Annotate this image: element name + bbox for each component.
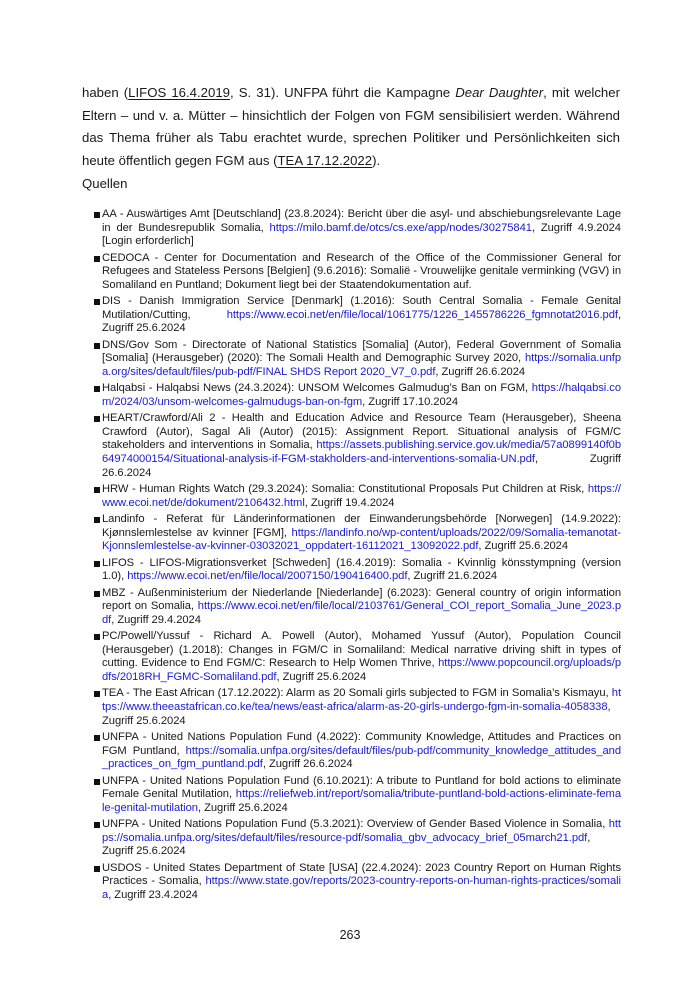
reference-item	[82, 630, 621, 684]
reference-access-date: , Zugriff 25.6.2024	[102, 308, 621, 335]
bullet-icon	[94, 416, 100, 422]
bullet-icon	[94, 343, 100, 349]
reference-item	[82, 557, 621, 584]
bullet-icon	[94, 386, 100, 392]
reference-text: HRW - Human Rights Watch (29.3.2024): Somalia: Constitutional Proposals Put Children at Risk,	[102, 483, 588, 496]
reference-access-date: , Zugriff 4.9.2024 [Login erforderlich]	[102, 221, 621, 248]
reference-text: DIS - Danish Immigration Service [Denmark] (1.2016): South Central Somalia - Female Genital Mutilation/Cutting,	[102, 295, 621, 321]
reference-url-link[interactable]: https://www.popcouncil.org/uploads/pdfs/2018RH_FGMC-Somaliland.pdf	[102, 657, 621, 683]
reference-url-link[interactable]: https://assets.publishing.service.gov.uk/media/57a0899140f0b64974000154/Situational-analysis-if-FGM-stakholders-and-interventions-somalia-UN.pdf	[102, 439, 621, 466]
reference-access-date: , Zugriff 25.6.2024	[102, 700, 611, 727]
reference-text: CEDOCA - Center for Documentation and Research of the Office of the Commissioner General for Refugees and Stateless Persons [Belgien] (9.6.2016): Somalië - Vrouwelijke genitale verminking (VGV) in Somaliland en Puntland; Dokument liegt bei der Staatendokumentation auf.	[102, 251, 621, 291]
reference-text: USDOS - United States Department of State [USA] (22.4.2024): 2023 Country Report on Human Rights Practices - Somalia,	[102, 861, 621, 888]
reference-item	[82, 339, 621, 380]
reference-text: HEART/Crawford/Ali 2 - Health and Education Advice and Resource Team (Herausgeber), Sheena Crawford (Autor), Sagal Ali (Autor) (2015): Assignment Report. Situational analysis of FGM/C stakeholders and interventions in Somalia,	[102, 412, 621, 452]
reference-item	[82, 862, 621, 903]
reference-text: Landinfo - Referat für Länderinformationen der Einwanderungsbehörde [Norwegen] (14.9.2022): Kjønnslemlestelse av kvinner [FGM],	[102, 513, 621, 539]
sources-heading: Quellen	[82, 176, 128, 191]
bullet-icon	[94, 517, 100, 523]
bullet-icon	[94, 256, 100, 262]
reference-text: Halqabsi - Halqabsi News (24.3.2024): UNSOM Welcomes Galmudug’s Ban on FGM,	[102, 382, 532, 395]
reference-access-date: , Zugriff 21.6.2024	[407, 570, 498, 583]
reference-access-date: , Zugriff 17.10.2024	[362, 395, 458, 408]
reference-access-date: , Zugriff 25.6.2024	[276, 670, 367, 683]
reference-item	[82, 382, 621, 409]
reference-item	[82, 731, 621, 772]
bullet-icon	[94, 591, 100, 597]
bullet-icon	[94, 822, 100, 828]
reference-item	[82, 295, 621, 336]
paragraph-text-2: , S. 31). UNFPA führt die Kampagne	[230, 85, 456, 100]
reference-item	[82, 818, 621, 859]
reference-url-link[interactable]: https://www.ecoi.net/en/file/local/2007150/190416400.pdf	[127, 570, 408, 583]
reference-access-date: , Zugriff 19.4.2024	[304, 496, 395, 509]
reference-url-link[interactable]: https://www.state.gov/reports/2023-country-reports-on-human-rights-practices/somalia	[102, 875, 621, 901]
reference-url-link[interactable]: https://milo.bamf.de/otcs/cs.exe/app/nodes/30275841	[269, 221, 532, 234]
reference-item	[82, 587, 621, 628]
reference-item	[82, 252, 621, 293]
reference-item	[82, 208, 621, 249]
bullet-icon	[94, 487, 100, 493]
paragraph-text-3: , mit welcher Eltern – und v. a. Mütter – hinsichtlich der Folgen von FGM sensibilisiert werden. Während das Thema früher als Tabu erachtet wurde, sprechen Politiker und Persönlichkeiten sich heute öffentlich gegen FGM aus (	[82, 85, 620, 168]
bullet-icon	[94, 634, 100, 640]
bullet-icon	[94, 735, 100, 741]
reference-text: UNFPA - United Nations Population Fund (4.2022): Community Knowledge, Attitudes and Practices on FGM Puntland,	[102, 730, 621, 757]
citation-link-tea[interactable]: TEA 17.12.2022	[277, 152, 373, 168]
reference-url-link[interactable]: https://reliefweb.int/report/somalia/tribute-puntland-bold-actions-eliminate-female-genital-mutilation	[102, 788, 621, 814]
reference-access-date: , Zugriff 25.6.2024	[102, 831, 591, 858]
reference-text: TEA - The East African (17.12.2022): Alarm as 20 Somali girls subjected to FGM in Somalia’s Kismayu,	[102, 687, 612, 700]
campaign-name: Dear Daughter	[455, 85, 544, 100]
bullet-icon	[94, 299, 100, 305]
bullet-icon	[94, 212, 100, 218]
reference-list	[82, 208, 621, 905]
reference-text: DNS/Gov Som - Directorate of National Statistics [Somalia] (Autor), Federal Government of Somalia [Somalia] (Herausgeber) (2020): The Somali Health and Demographic Survey 2020,	[102, 338, 621, 365]
reference-item	[82, 513, 621, 554]
reference-url-link[interactable]: https://www.ecoi.net/en/file/local/2103761/General_COI_report_Somalia_June_2023.pdf	[102, 600, 621, 626]
reference-url-link[interactable]: https://www.ecoi.net/en/file/local/1061775/1226_1455786226_fgmnotat2016.pdf	[226, 308, 618, 321]
reference-url-link[interactable]: https://halqabsi.com/2024/03/unsom-welcomes-galmudugs-ban-on-fgm	[102, 382, 621, 408]
reference-url-link[interactable]: https://somalia.unfpa.org/sites/default/files/pub-pdf/community_knowledge_attitudes_and_practices_on_fgm_puntland.pdf	[102, 744, 621, 771]
citation-link-lifos[interactable]: LIFOS 16.4.2019	[128, 85, 231, 100]
body-paragraph	[82, 82, 620, 172]
reference-access-date: , Zugriff 26.6.2024	[102, 453, 621, 479]
reference-text: AA - Auswärtiges Amt [Deutschland] (23.8.2024): Bericht über die asyl- und abschiebungsrelevante Lage in der Bundesrepublik Somalia,	[102, 208, 621, 234]
reference-item	[82, 775, 621, 816]
page-number: 263	[339, 928, 361, 942]
reference-text: MBZ - Außenministerium der Niederlande [Niederlande] (6.2023): General country of origin information report on Somalia,	[102, 586, 621, 613]
reference-url-link[interactable]: https://somalia.unfpa.org/sites/default/files/resource-pdf/somalia_gbv_advocacy_brief_05march21.pdf	[102, 818, 621, 844]
reference-access-date: , Zugriff 23.4.2024	[108, 888, 198, 901]
reference-item	[82, 412, 621, 480]
reference-access-date: , Zugriff 25.6.2024	[197, 801, 288, 814]
reference-url-link[interactable]: https://landinfo.no/wp-content/uploads/2022/09/Somalia-temanotat-Kjonnslemlestelse-av-kvinner-03032021_oppdatert-16112021_13092022.pdf	[102, 526, 621, 553]
reference-text: PC/Powell/Yussuf - Richard A. Powell (Autor), Mohamed Yussuf (Autor), Population Council (Herausgeber) (1.2018): Changes in FGM/C in Somaliland: Medical narrative driving shift in types of cutting. Evidence to End FGM/C: Research to Help Women Thrive,	[102, 630, 621, 670]
paragraph-text-1: haben (	[82, 85, 129, 100]
reference-access-date: , Zugriff 29.4.2024	[111, 613, 201, 626]
reference-item	[82, 483, 621, 510]
reference-text: LIFOS - LIFOS-Migrationsverket [Schweden] (16.4.2019): Somalia - Kvinnlig könsstympning (version 1.0),	[102, 556, 621, 583]
reference-text: UNFPA - United Nations Population Fund (5.3.2021): Overview of Gender Based Violence in Somalia,	[102, 818, 609, 831]
bullet-icon	[94, 691, 100, 697]
bullet-icon	[94, 561, 100, 567]
reference-access-date: , Zugriff 25.6.2024	[478, 540, 569, 553]
reference-access-date: , Zugriff 26.6.2024	[435, 365, 526, 378]
reference-url-link[interactable]: https://www.theeastafrican.co.ke/tea/news/east-africa/alarm-as-20-girls-undergo-fgm-in-somalia-4058338	[102, 687, 621, 713]
reference-url-link[interactable]: https://www.ecoi.net/de/dokument/2106432.html	[102, 483, 621, 509]
bullet-icon	[94, 866, 100, 872]
reference-access-date: , Zugriff 26.6.2024	[262, 758, 353, 771]
reference-text: UNFPA - United Nations Population Fund (6.10.2021): A tribute to Puntland for bold actions to eliminate Female Genital Mutilation,	[102, 774, 621, 801]
reference-item	[82, 687, 621, 728]
bullet-icon	[94, 779, 100, 785]
paragraph-text-4: ).	[372, 152, 381, 168]
reference-url-link[interactable]: https://somalia.unfpa.org/sites/default/files/pub-pdf/FINAL SHDS Report 2020_V7_0.pdf	[102, 352, 621, 378]
